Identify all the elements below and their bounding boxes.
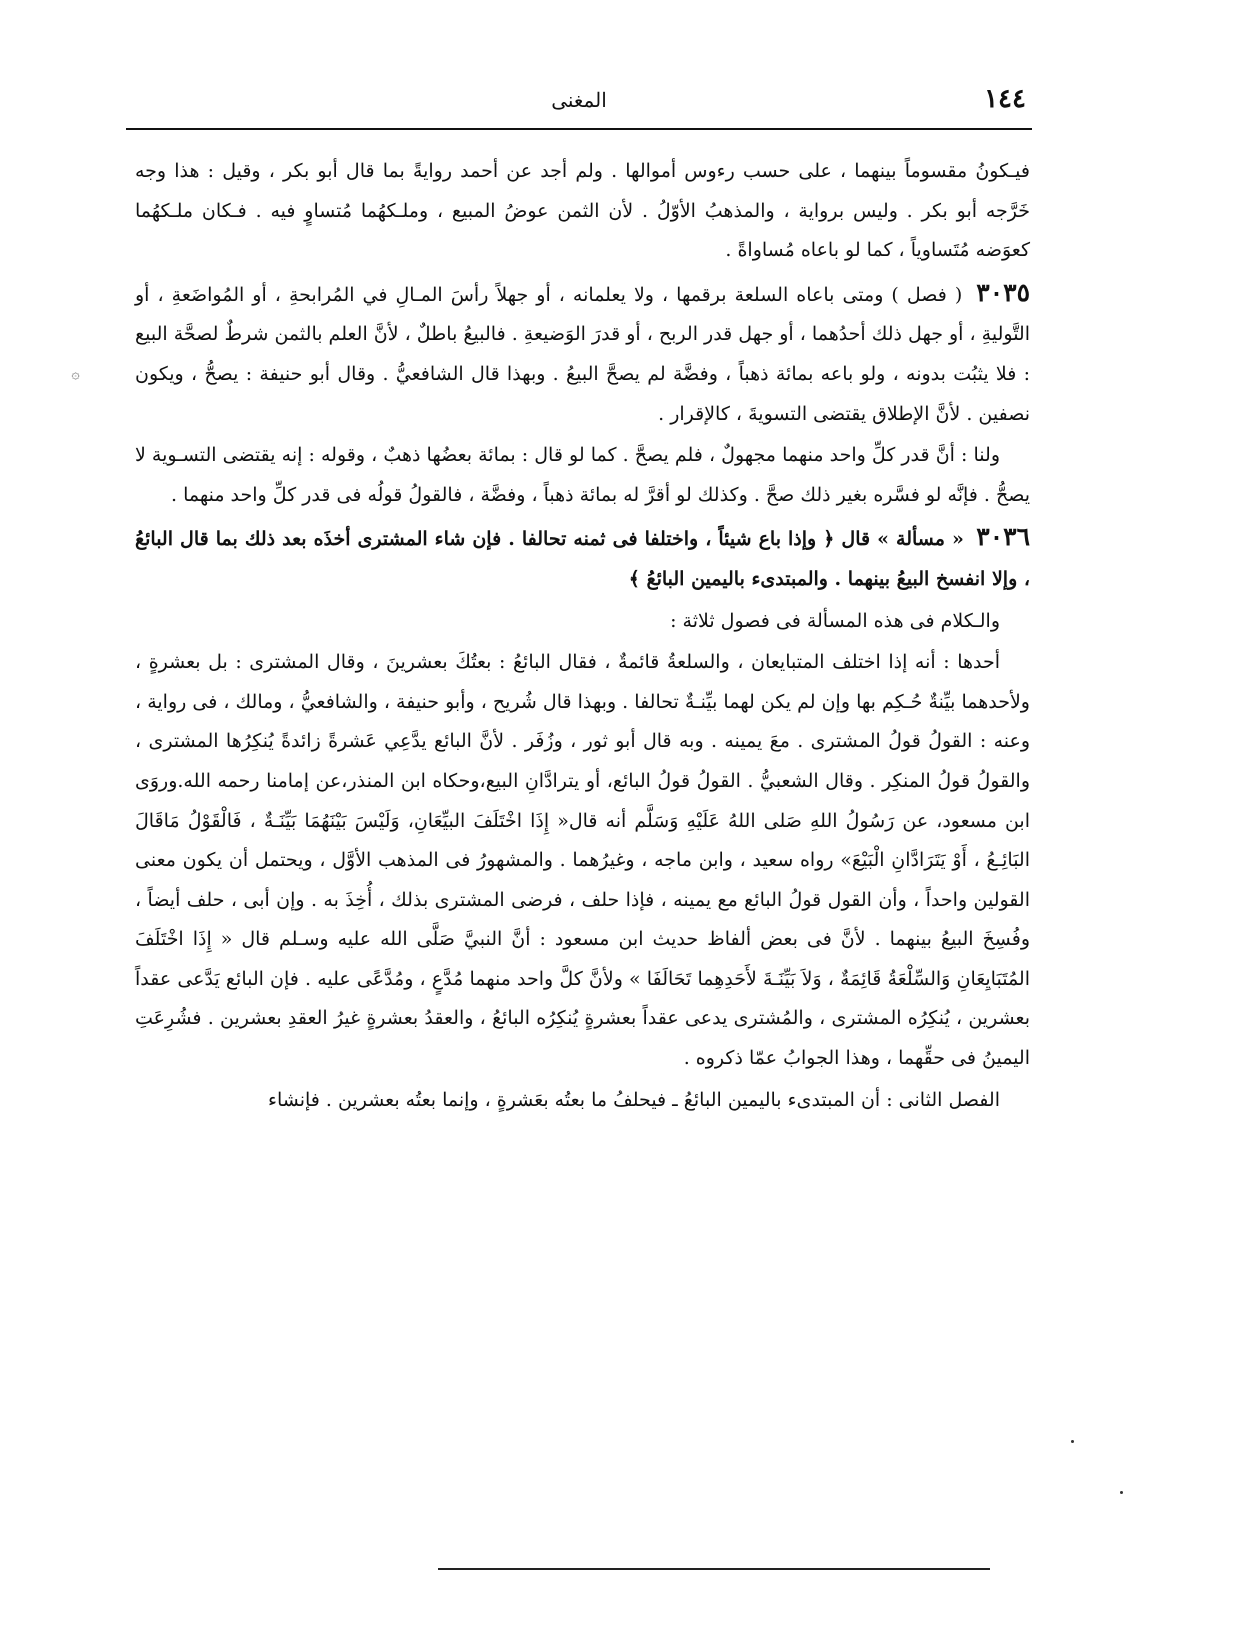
stray-dot xyxy=(1071,1440,1074,1443)
page-number: ١٤٤ xyxy=(984,84,1026,114)
header-rule xyxy=(126,128,1032,130)
paragraph-text: الفصل الثانى : أن المبتدىء باليمين البائعُ ـ فيحلفُ ما بعتُه بعَشرةٍ ، وإنما بعتُه بعشرين . فإنشاء xyxy=(268,1088,1000,1111)
paragraph xyxy=(135,602,1030,642)
margin-mark: ۞ xyxy=(66,371,83,381)
paragraph-text: ولنا : أنَّ قدر كلِّ واحد منهما مجهولٌ ، فلم يصحَّ . كما لو قال : بمائة بعضُها ذهبٌ ، وقوله : إنه يقتضى التسـوية لا يصحُّ . فإنَّه لو فسَّره بغير ذلك صحَّ . وكذلك لو أقرَّ له بمائة ذهباً ، وفضَّة ، فالقولُ قولُه فى قدر كلِّ واحد منهما . xyxy=(135,444,1030,506)
paragraph xyxy=(135,643,1030,1079)
body-text xyxy=(135,152,1030,1122)
paragraph xyxy=(135,1081,1030,1121)
section-number: ٣٠٣٦ xyxy=(976,522,1031,552)
footer-rule xyxy=(438,1568,990,1570)
running-title: المغنى xyxy=(551,88,607,112)
mas-ala-text: « مسألة » قال ﴿ وإذا باع شيئاً ، واختلفا فى ثمنه تحالفا . فإن شاء المشترى أخذَه بعد ذلك بما قال البائعُ ، وإلا انفسخ البيعُ بينهما . والمبتدىء باليمين البائعُ ﴾ xyxy=(135,528,1030,590)
paragraph xyxy=(135,436,1030,515)
page-header xyxy=(126,84,1032,128)
paragraph-text: فيـكونُ مقسوماً بينهما ، على حسب رءوس أموالها . ولم أجد عن أحمد روايةً بما قال أبو بكر ، وقيل : هذا وجه خَرَّجه أبو بكر . وليس برواية ، والمذهبُ الأوّلُ . لأن الثمن عوضُ المبيع ، وملـكهُما مُتساوٍ فيه . فـكان ملـكهُما كعوَضه مُتَساوياً ، كما لو باعاه مُساواةً . xyxy=(135,160,1030,262)
stray-dot xyxy=(1120,1491,1123,1494)
section-number: ٣٠٣٥ xyxy=(976,277,1030,307)
paragraph-text: أحدها : أنه إذا اختلف المتبايعان ، والسلعةُ قائمةٌ ، فقال البائعُ : بعتُكَ بعشرينَ ، وقال المشترى : بل بعشرةٍ ، ولأحدهما بيِّنةٌ حُـكِم بها وإن لم يكن لهما بيِّنـةٌ تحالفا . وبهذا قال شُريح ، وأبو حنيفة ، والشافعيُّ ، ومالك ، فى رواية ، وعنه : القولُ قولُ المشترى . معَ يمينه . وبه قال أبو ثور ، وزُفَر . لأنَّ البائع يدَّعِي عَشرةً زائدةً يُنكِرُها المشترى ، والقولُ قولُ المنكِر . وقال الشعبيُّ . القولُ قولُ البائع، أو يترادَّانِ البيع،وحكاه ابن المنذر،عن إمامنا رحمه الله.وروَى ابن مسعود، عن رَسُولُ اللهِ صَلى اللهُ عَلَيْهِ وَسَلَّم أنه قال« إِذَا اخْتَلَفَ البيِّعَانِ، وَلَيْسَ بَيْنَهُمَا بَيِّنَـةٌ ، فَالْقَوْلُ مَاقَالَ البَائِـعُ ، أَوْ يَتَرَادَّانِ الْبَيْعَ» رواه سعيد ، وابن ماجه ، وغيرُهما . والمشهورُ فى المذهب الأوَّل ، ويحتمل أن يكون معنى القولين واحداً ، وأن القول قولُ البائع مع يمينه ، فإذا حلف ، فرضى المشترى بذلك ، أُخِذَ به . وإن أبى ، حلف أيضاً ، وفُسِخَ البيعُ بينهما . لأنَّ فى بعض ألفاظ حديث ابن مسعود : أنَّ النبيَّ صَلَّى الله عليه وسـلم قال « إِذَا اخْتَلَفَ المُتَبَايِعَانِ وَالسِّلْعَةُ قَائِمَةٌ ، وَلاَ بَيِّنَـةَ لأَحَدِهِما تَحَالَفَا » ولأنَّ كلَّ واحد منهما مُدَّعٍ ، ومُدَّعًى عليه . فإن البائع يَدَّعى عقداً بعشرين ، يُنكِرُه المشترى ، والمُشترى يدعى عقداً بعشرةٍ يُنكِرُه البائعُ ، والعقدُ بعشرةٍ غيرُ العقدِ بعشرين . فشُرِعَتِ اليمينُ فى حقِّهما ، وهذا الجوابُ عمّا ذكروه . xyxy=(135,651,1030,1070)
paragraph xyxy=(135,517,1030,599)
paragraph-text: ( فصل ) ومتى باعاه السلعة برقمها ، ولا يعلمانه ، أو جهلاً رأسَ المـالِ في المُرابحةِ ، أو المُواضَعةِ ، أو التَّوليةِ ، أو جهل ذلك أحدُهما ، أو جهل قدر الربح ، أو قدرَ الوَضيعةِ . فالبيعُ باطلٌ ، لأنَّ العلم بالثمن شرطٌ لصحَّة البيع : فلا يثبُت بدونه ، ولو باعه بمائة ذهباً ، وفضَّة لم يصحَّ البيعُ . وبهذا قال الشافعيُّ . وقال أبو حنيفة : يصحُّ ، ويكون نصفين . لأنَّ الإطلاق يقتضى التسويةَ ، كالإقرار . xyxy=(135,283,1030,425)
paragraph-text: والـكلام فى هذه المسألة فى فصول ثلاثة : xyxy=(670,609,1000,632)
paragraph xyxy=(135,152,1030,271)
paragraph xyxy=(135,273,1030,434)
